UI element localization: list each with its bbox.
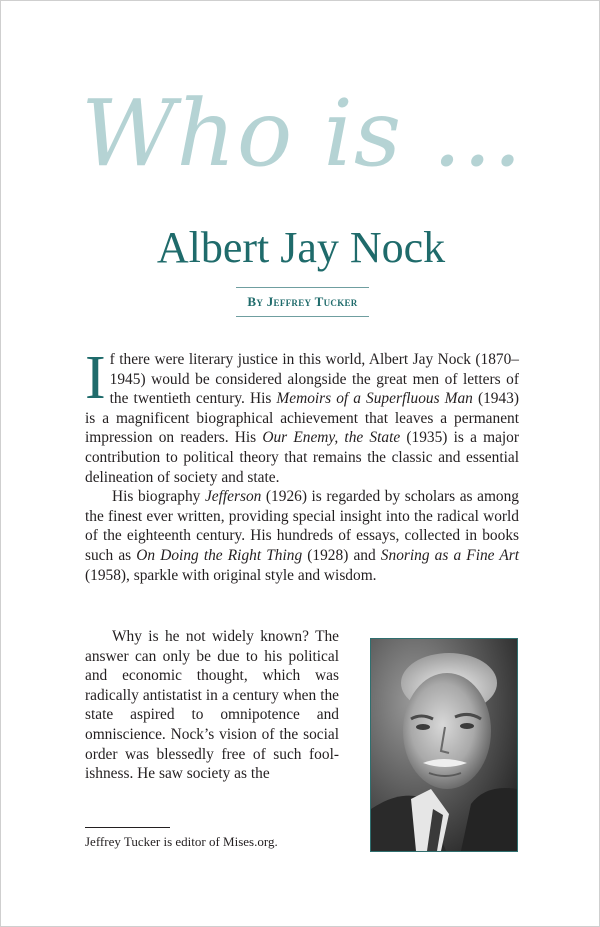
article-body	[85, 344, 520, 585]
p1-text-c: (1935) is a major contribution to political theory that remains the classic and essential delineation of society and state.	[85, 429, 520, 486]
p1-italic-title-1: Memoirs of a Superfluous Man	[276, 390, 473, 408]
p2-italic-title-1: Jefferson	[204, 488, 262, 506]
p2-text-a: His biography	[112, 488, 205, 506]
portrait-image	[371, 639, 517, 851]
byline: By Jeffrey Tucker	[247, 294, 358, 309]
script-title: Who is ...	[81, 80, 524, 187]
byline-box	[236, 287, 369, 317]
paragraph-3: Why is he not widely known? The answer can only be due to his political and economic thought, which was radically antistatist in a century when the state aspired to omnipotence and omniscience. Nock’s vision of the social order was blessedly free of such foolishness. He saw society as the	[85, 628, 339, 783]
p2-text-c: (1928) and	[302, 546, 381, 564]
p2-italic-title-3: Snoring as a Fine Art	[380, 546, 520, 564]
footnote: Jeffrey Tucker is editor of Mises.org.	[85, 834, 278, 849]
paragraph-2	[85, 487, 519, 585]
p2-text-d: (1958), sparkle with original style and wisdom.	[85, 566, 377, 584]
article-column	[85, 627, 339, 784]
p2-italic-title-2: On Doing the Right Thing	[136, 546, 303, 564]
portrait-photo	[370, 638, 518, 852]
drop-cap: I	[85, 344, 106, 412]
p1-text-a: f there were literary justice in this world, Albert Jay Nock (1870–1945) would be considered alongside the great men of letters of the twentieth century. His	[109, 351, 519, 408]
p1-text-b: (1943) is a magnificent biographical achievement that leaves a permanent impression on readers. His	[85, 390, 519, 447]
paragraph-1	[85, 344, 520, 487]
footnote-rule	[85, 827, 170, 828]
p2-text-b: (1926) is regarded by scholars as among the finest ever written, providing special insight into the radical world of the eighteenth century. His hundreds of essays, collected in books such as	[85, 488, 520, 564]
page-title: Albert Jay Nock	[156, 223, 446, 272]
p1-italic-title-2: Our Enemy, the State	[262, 429, 401, 447]
